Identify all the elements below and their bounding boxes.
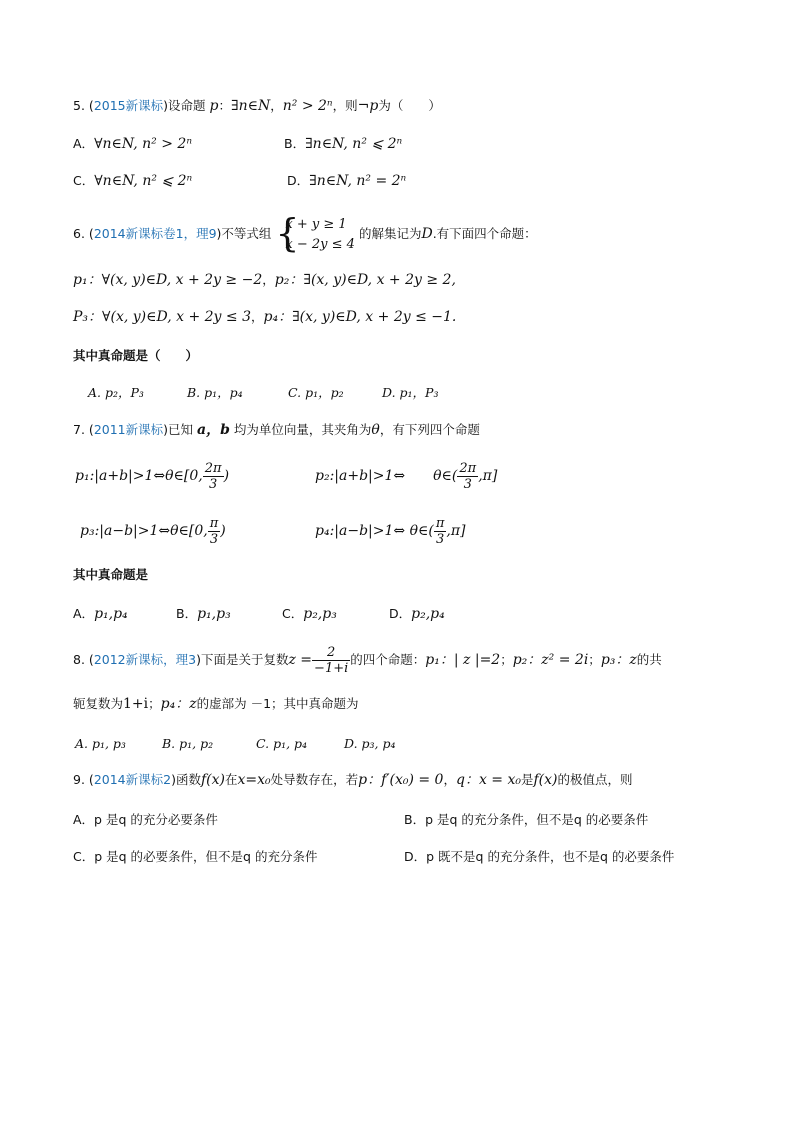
question-6-option-d: D. p₁，P₃: [382, 385, 439, 400]
question-7-ask: 其中真命题是: [73, 567, 149, 582]
fraction: $\frac{2\pi}{3}$: [459, 461, 477, 492]
question-7-proposition-2: p₂:|a+b|>1⇔ θ∈( $\frac{2\pi}{3}$ ,π]: [315, 461, 498, 492]
fraction: $\frac{\pi}{3}$: [435, 516, 445, 547]
brace-icon: {: [275, 210, 300, 255]
fraction: $\frac{\pi}{3}$: [209, 516, 219, 547]
source-tag: 2015新课标: [93, 98, 164, 113]
question-number: 8.: [73, 652, 85, 667]
inequality-system: { x + y ≥ 1 x − 2y ≤ 4: [275, 210, 355, 255]
question-5-stem: 5. (2015新课标)设命题 p：∃n∈N，n² > 2ⁿ，则¬p为（ ）: [73, 98, 441, 114]
question-6-stem: 6. (2014新课标卷1，理9)不等式组 { x + y ≥ 1 x − 2y ≤ 4 的解集记为D.有下面四个命题：: [73, 210, 537, 255]
question-7-option-c: C．p₂,p₃: [282, 606, 337, 622]
question-7-proposition-3: p₃:|a−b|>1⇔θ∈[0, $\frac{\pi}{3}$ ): [80, 516, 226, 547]
question-8-option-c: C. p₁, p₄: [256, 736, 308, 751]
question-7-stem: 7. (2011新课标)已知 a，b 均为单位向量，其夹角为θ，有下列四个命题: [73, 422, 480, 438]
question-5-option-d: D．∃n∈N, n² = 2ⁿ: [287, 173, 407, 189]
source-tag: 2012新课标，理3: [93, 652, 197, 667]
question-number: 7.: [73, 422, 85, 437]
source-tag: 2014新课标2: [93, 772, 172, 787]
fraction: $\frac{2\pi}{3}$: [204, 461, 222, 492]
question-8-option-d: D. p₃, p₄: [344, 736, 396, 751]
fraction: $\frac{2}{-1+i}$: [314, 645, 349, 676]
question-9-option-b: B．p 是q 的充分条件，但不是q 的必要条件: [404, 812, 649, 827]
source-tag: 2014新课标卷1，理9: [93, 226, 217, 241]
question-6-option-c: C. p₁，p₂: [288, 385, 344, 400]
question-number: 6.: [73, 226, 85, 241]
question-8-stem-cont: 轭复数为1+i；p₄：z的虚部为 －1；其中真命题为: [73, 696, 359, 712]
question-6-option-b: B. p₁，p₄: [187, 385, 243, 400]
question-7-option-b: B．p₁,p₃: [176, 606, 231, 622]
question-7-proposition-1: p₁:|a+b|>1⇔θ∈[0, $\frac{2\pi}{3}$ ): [75, 461, 230, 492]
question-5-option-a: A．∀n∈N, n² > 2ⁿ: [73, 136, 192, 152]
question-7-proposition-4: p₄:|a−b|>1⇔ θ∈( $\frac{\pi}{3}$ ,π]: [315, 516, 466, 547]
question-7-option-d: D．p₂,p₄: [389, 606, 445, 622]
question-6-option-a: A. p₂，P₃: [88, 385, 144, 400]
question-number: 9.: [73, 772, 85, 787]
question-5-option-c: C．∀n∈N, n² ⩽ 2ⁿ: [73, 173, 193, 189]
question-8-option-b: B. p₁, p₂: [162, 736, 214, 751]
question-9-stem: 9. (2014新课标2)函数f(x)在x=x₀处导数存在，若p：f′(x₀) = 0，q：x = x₀是f(x)的极值点，则: [73, 772, 633, 788]
question-8-stem: 8. (2012新课标，理3)下面是关于复数z = $\frac{2}{-1+i}$ 的四个命题：p₁：| z |=2；p₂：z² = 2i；p₃：z的共: [73, 645, 662, 676]
question-7-option-a: A．p₁,p₄: [73, 606, 128, 622]
question-6-propositions-2: P₃：∀(x, y)∈D, x + 2y ≤ 3，p₄：∃(x, y)∈D, x + 2y ≤ −1.: [73, 309, 457, 325]
question-8-option-a: A. p₁, p₃: [75, 736, 126, 751]
question-9-option-d: D．p 既不是q 的充分条件，也不是q 的必要条件: [404, 849, 675, 864]
question-number: 5.: [73, 98, 85, 113]
source-tag: 2011新课标: [93, 422, 164, 437]
question-6-propositions-1: p₁：∀(x, y)∈D, x + 2y ≥ −2，p₂：∃(x, y)∈D, x + 2y ≥ 2,: [73, 272, 456, 288]
question-9-option-a: A．p 是q 的充分必要条件: [73, 812, 218, 827]
question-5-option-b: B．∃n∈N, n² ⩽ 2ⁿ: [284, 136, 403, 152]
question-9-option-c: C．p 是q 的必要条件，但不是q 的充分条件: [73, 849, 318, 864]
question-6-ask: 其中真命题是（ ）: [73, 348, 199, 363]
